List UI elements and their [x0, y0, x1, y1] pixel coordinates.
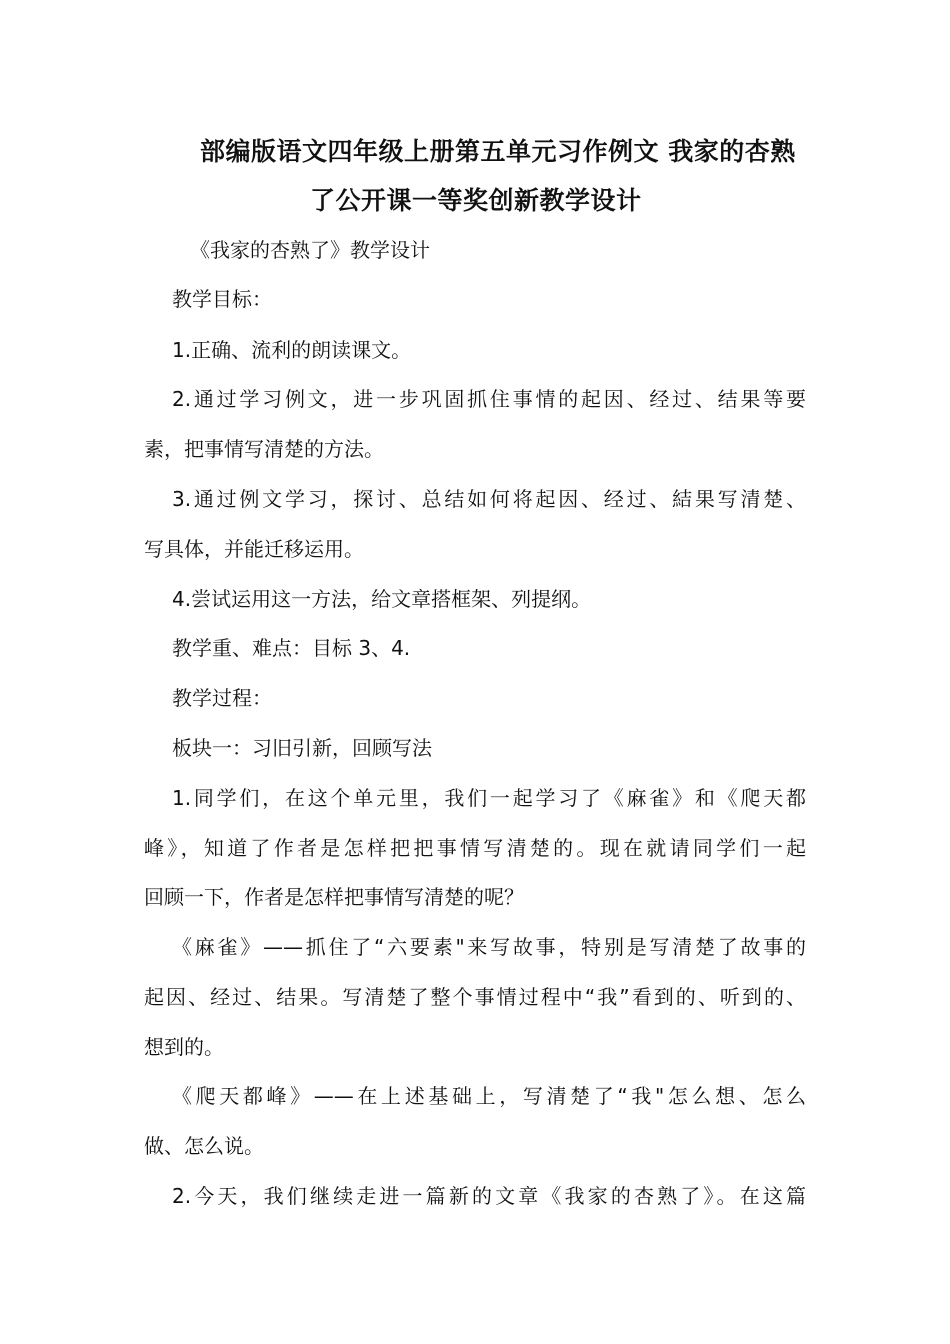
heading-objectives: 教学目标：	[172, 287, 272, 311]
key-points: 教学重、难点：目标 3、4.	[172, 636, 411, 660]
heading-process: 教学过程：	[172, 686, 272, 710]
block-1-title: 板块一：习旧引新，回顾写法	[172, 736, 432, 760]
objective-4: 4.尝试运用这一方法，给文章搭框架、列提纲。	[172, 587, 592, 611]
objective-3: 3.通过例文学习，探讨、总结如何将起因、经过、結果写清楚、	[172, 487, 806, 511]
objective-2: 2.通过学习例文，进一步巩固抓住事情的起因、经过、结果等要	[172, 387, 806, 411]
section-title: 《我家的杏熟了》教学设计	[190, 238, 430, 262]
paragraph-maque: 《麻雀》——抓住了“六要素"来写故事，特别是写清楚了故事的	[172, 935, 806, 959]
paragraph-1-line-3: 回顾一下，作者是怎样把事情写清楚的呢？	[144, 885, 524, 909]
paragraph-2: 2.今天，我们继续走进一篇新的文章《我家的杏熟了》。在这篇	[172, 1184, 806, 1208]
objective-3-cont: 写具体，并能迁移运用。	[144, 537, 364, 561]
document-title-line-2: 了公开课一等奖创新教学设计	[310, 186, 642, 215]
objective-2-cont: 素，把事情写清楚的方法。	[144, 437, 384, 461]
document-title-line-1: 部编版语文四年级上册第五单元习作例文 我家的杏熟	[200, 137, 796, 166]
paragraph-maque-line-3: 想到的。	[144, 1035, 224, 1059]
paragraph-1: 1.同学们，在这个单元里，我们一起学习了《麻雀》和《爬天都	[172, 786, 806, 810]
paragraph-tiandufeng: 《爬天都峰》——在上述基础上，写清楚了“我"怎么想、怎么	[172, 1084, 806, 1108]
paragraph-maque-line-2: 起因、经过、结果。写清楚了整个事情过程中“我”看到的、听到的、	[144, 985, 806, 1009]
objective-1: 1.正确、流利的朗读课文。	[172, 338, 412, 362]
paragraph-tiandufeng-line-2: 做、怎么说。	[144, 1134, 264, 1158]
paragraph-1-line-2: 峰》，知道了作者是怎样把把事情写清楚的。现在就请同学们一起	[144, 836, 806, 860]
